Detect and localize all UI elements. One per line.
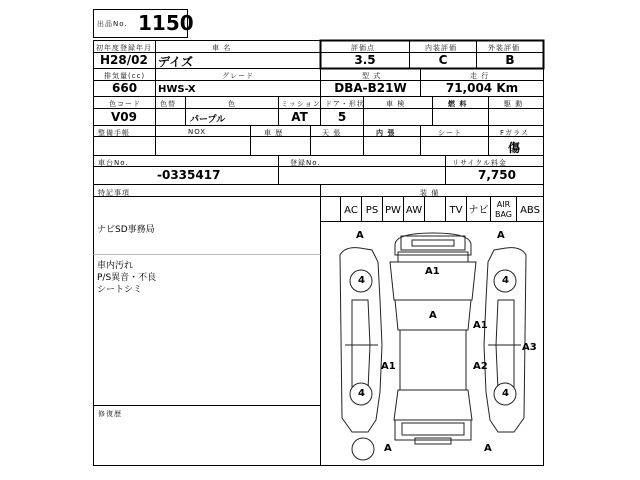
- equip-ac: AC: [344, 205, 358, 216]
- equip-abs: ABS: [520, 205, 540, 216]
- nox-label: NOX: [188, 128, 207, 136]
- drive-label: 駆 動: [504, 100, 524, 108]
- model-value: DBA-B21W: [334, 81, 407, 95]
- first-reg-value: H28/02: [100, 53, 148, 67]
- grade-label: グレード: [222, 72, 254, 80]
- transmission-value: AT: [291, 110, 308, 124]
- mark-side-right: A3: [522, 342, 537, 353]
- mark-roof: A: [429, 310, 437, 321]
- color-value: パープル: [190, 115, 226, 125]
- color-label: 色: [228, 100, 236, 108]
- fglass-value: 傷: [508, 141, 521, 155]
- color-code-value: V09: [111, 110, 137, 124]
- lot-number: 1150: [138, 11, 194, 35]
- mark-front-right: A: [497, 230, 505, 241]
- note-line-1: ナビSD事務局: [97, 225, 155, 235]
- notes-section-label: 特記事項: [98, 189, 130, 197]
- color-code-label: 色コード: [109, 100, 141, 108]
- grade-value: HWS-X: [158, 84, 196, 95]
- mark-hood: A1: [425, 266, 440, 277]
- mark-door-right: A2: [473, 361, 488, 372]
- chassis-value: -0335417: [157, 168, 221, 182]
- recycle-value: 7,750: [478, 168, 516, 182]
- note-line-3: P/S異音・不良: [97, 273, 157, 283]
- maintenance-label: 整備手帳: [98, 129, 130, 137]
- mark-door-left: A1: [381, 361, 396, 372]
- lot-label: 出品No.: [97, 20, 128, 28]
- mark-rear-left: A: [384, 443, 392, 454]
- recycle-label: リサイクル料金: [452, 159, 508, 167]
- mark-tire-fl: 4: [358, 275, 365, 286]
- equip-ps: PS: [365, 205, 379, 216]
- car-name-value: デイズ: [158, 55, 194, 69]
- equip-pw: PW: [385, 205, 401, 216]
- interior-score-label: 内装評価: [425, 44, 457, 52]
- interior-score-value: C: [438, 53, 448, 67]
- registration-label: 登録No.: [290, 159, 321, 167]
- displacement-label: 排気量(cc): [104, 72, 146, 80]
- score-label: 評価点: [351, 44, 375, 52]
- doors-label: ドア・形状: [325, 100, 365, 108]
- history-label: 車 歴: [264, 129, 284, 137]
- mark-front-left: A: [356, 230, 364, 241]
- equip-tv: TV: [449, 205, 463, 216]
- equip-airbag: AIR BAG: [494, 200, 513, 219]
- note-line-2: 車内汚れ: [97, 261, 134, 271]
- interior-lining-label: 内 張: [376, 129, 396, 137]
- mileage-value: 71,004 Km: [445, 81, 519, 95]
- sunroof-label: 天 張: [322, 129, 342, 137]
- note-line-4: シートシミ: [97, 285, 143, 295]
- doors-value: 5: [337, 110, 347, 124]
- mark-tire-rl: 4: [358, 388, 365, 399]
- mark-rear-right: A: [484, 443, 492, 454]
- exterior-score-label: 外装評価: [488, 44, 520, 52]
- exterior-score-value: B: [505, 53, 515, 67]
- equipment-section-label: 装 備: [420, 189, 440, 197]
- mileage-label: 走 行: [470, 72, 490, 80]
- model-label: 型 式: [362, 72, 382, 80]
- color-type-label: 色替: [160, 100, 176, 108]
- chassis-label: 車台No.: [98, 159, 129, 167]
- first-reg-label: 初年度登録年月: [96, 44, 152, 52]
- fglass-label: Fガラス: [500, 129, 529, 137]
- equip-aw: AW: [405, 205, 423, 216]
- inspection-label: 車 検: [386, 100, 406, 108]
- mark-tire-rr: 4: [502, 388, 509, 399]
- mark-fender-right: A1: [473, 320, 488, 331]
- mark-tire-fr: 4: [502, 275, 509, 286]
- score-value: 3.5: [354, 53, 376, 67]
- car-name-label: 車 名: [212, 44, 232, 52]
- repair-section-label: 修復歴: [98, 410, 122, 418]
- seat-label: シート: [438, 129, 462, 137]
- fuel-label: 燃 料: [448, 100, 468, 108]
- equip-navi: ナビ: [468, 205, 489, 216]
- transmission-label: ミッション: [281, 100, 321, 108]
- displacement-value: 660: [112, 81, 138, 95]
